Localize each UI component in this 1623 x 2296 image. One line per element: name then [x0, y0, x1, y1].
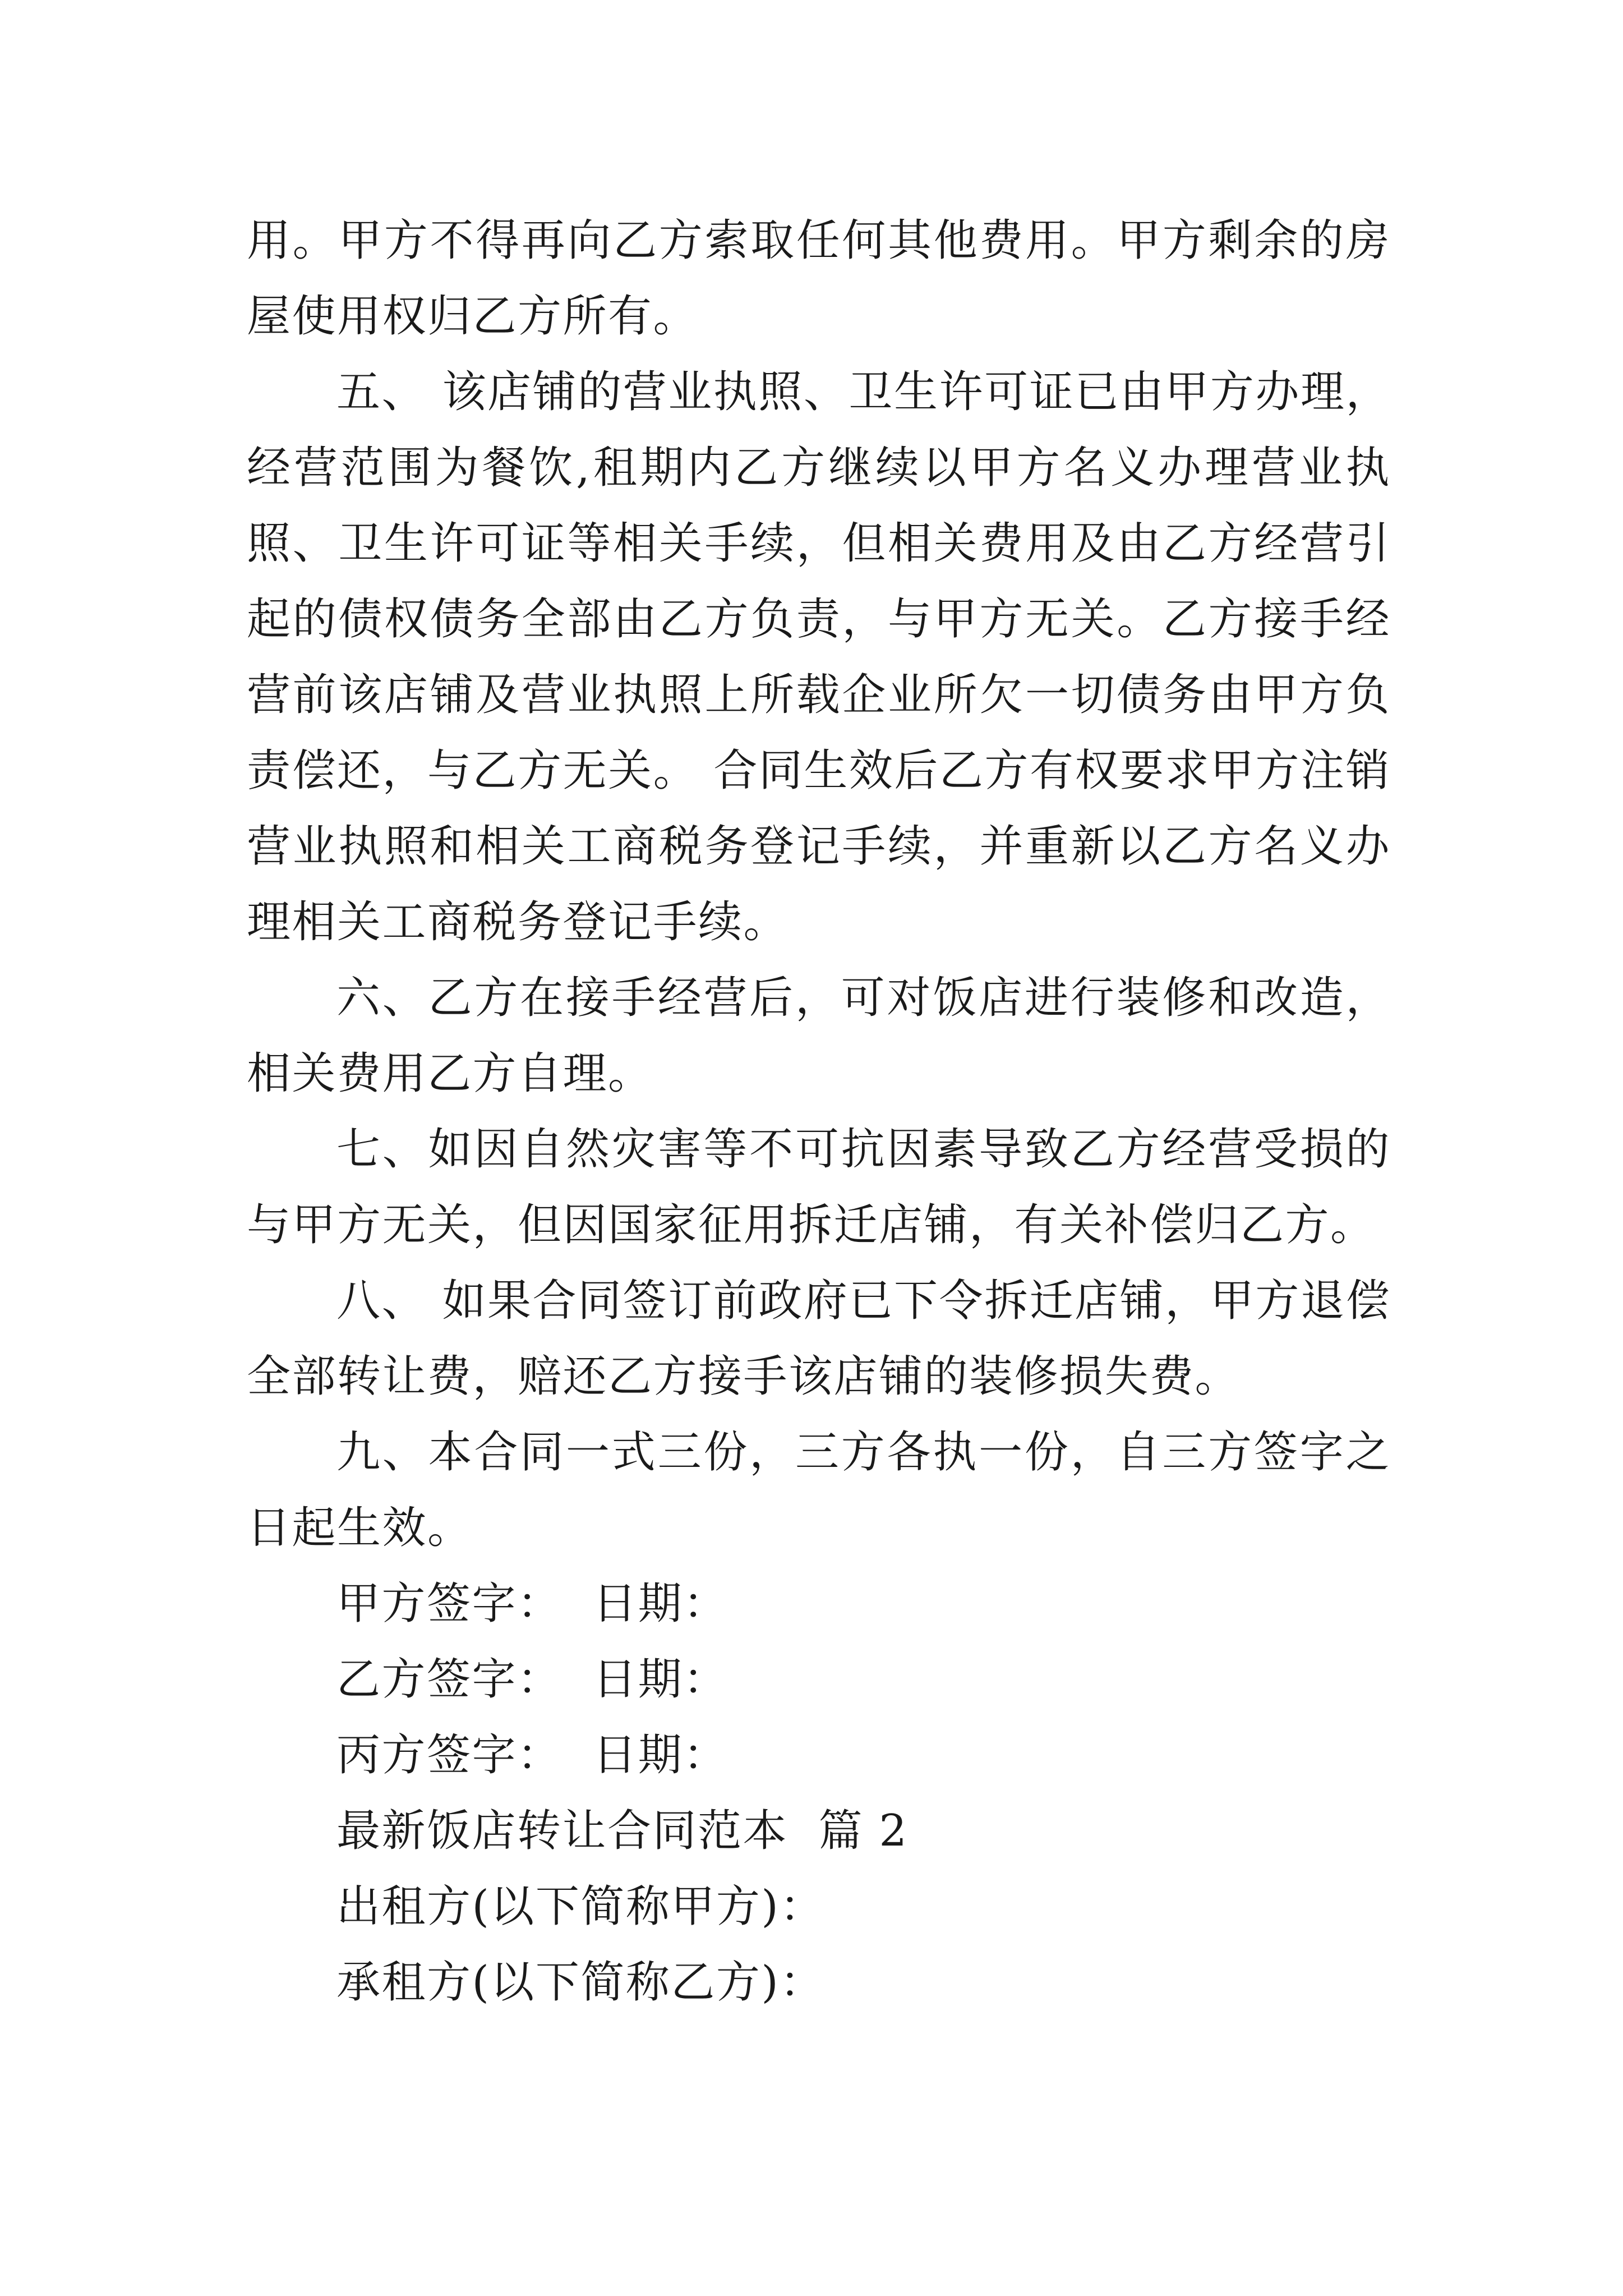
signature-line-party-b: 乙方签字： 日期： [336, 1654, 728, 1705]
paragraph-clause-9: 九、本合同一式三份，三方各执一份，自三方签字之日起生效。 [247, 1427, 1391, 1553]
section-title: 最新饭店转让合同范本 篇 2 [336, 1806, 909, 1856]
paragraph-clause-5: 五、 该店铺的营业执照、卫生许可证已由甲方办理，经营范围为餐饮,租期内乙方继续以甲方名义办理营业执照、卫生许可证等相关手续，但相关费用及由乙方经营引起的债权债务全部由乙方负责，与甲方无关。乙方接手经营前该店铺及营业执照上所载企业所欠一切债务由甲方负责偿还，与乙方无关。 合同生效后乙方有权要求甲方注销营业执照和相关工商税务登记手续，并重新以乙方名义办理相关工商税务登记手续。 [247, 367, 1391, 947]
paragraph-continuation: 用。甲方不得再向乙方索取任何其他费用。甲方剩余的房屋使用权归乙方所有。 [247, 215, 1391, 342]
lessee-line: 承租方(以下简称乙方)： [336, 1957, 825, 2008]
lessor-line: 出租方(以下简称甲方)： [336, 1881, 825, 1932]
paragraph-clause-8: 八、 如果合同签订前政府已下令拆迁店铺，甲方退偿全部转让费，赔还乙方接手该店铺的装修损失费。 [247, 1276, 1391, 1402]
paragraph-clause-7: 七、如因自然灾害等不可抗因素导致乙方经营受损的与甲方无关，但因国家征用拆迁店铺，有关补偿归乙方。 [247, 1124, 1391, 1250]
contract-text [247, 203, 1391, 2021]
signature-line-party-c: 丙方签字： 日期： [336, 1730, 728, 1780]
signature-line-party-a: 甲方签字： 日期： [336, 1579, 728, 1629]
paragraph-clause-6: 六、乙方在接手经营后，可对饭店进行装修和改造，相关费用乙方自理。 [247, 973, 1391, 1099]
